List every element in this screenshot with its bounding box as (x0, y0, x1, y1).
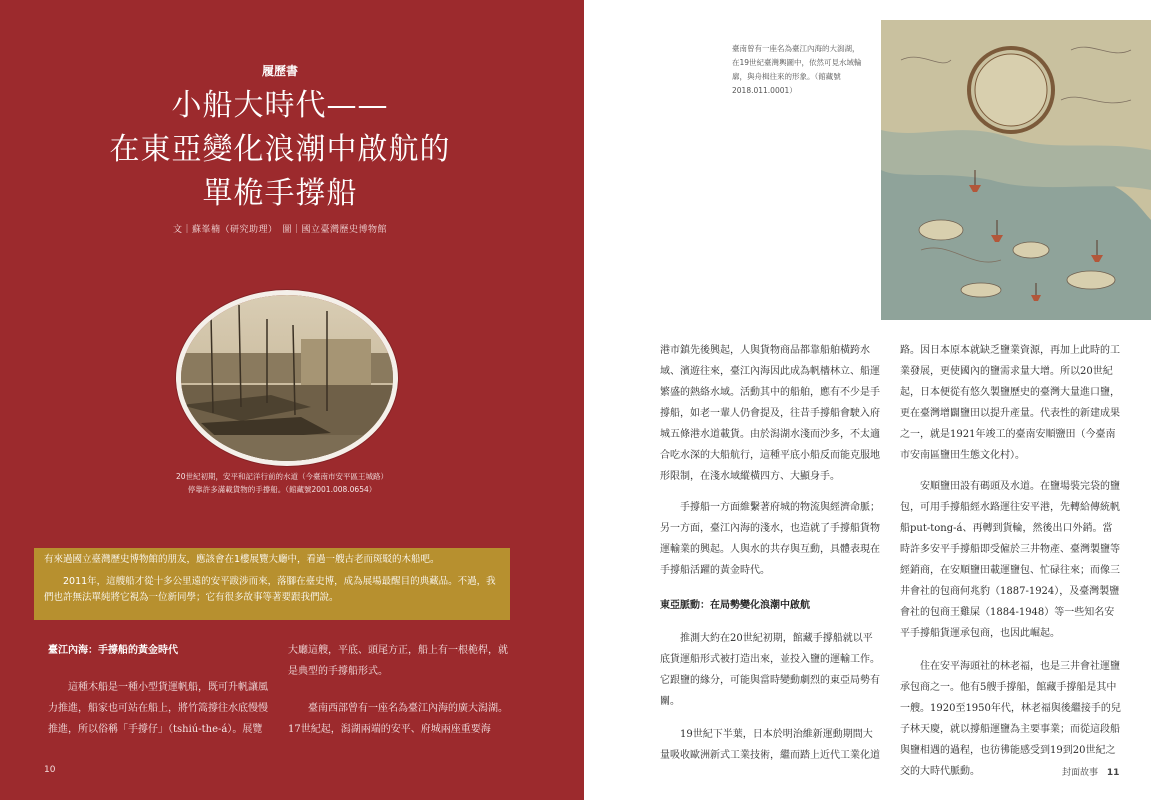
body-paragraph: 住在安平海頭社的林老福，也是三井會社運鹽承包商之一。他有5艘手撐船，館藏手撐船是其中一艘。1920至1950年代，林老福與後繼接手的兒子林天慶，就以撐船運鹽為主要事業；而從這段船與鹽相遇的過程，也彷彿能感受到19到20世紀之交的大時代脈動。 (900, 661, 1121, 777)
photo-caption (150, 470, 414, 496)
title-line-3: 單桅手撐船 (202, 176, 358, 211)
body-paragraph: 19世紀下半葉，日本於明治維新運動期間大量吸收歐洲新式工業技術，繼而踏上近代工業化道 (660, 729, 880, 761)
right-column-1 (660, 340, 882, 766)
map-caption: 臺南曾有一座名為臺江內海的大潟湖，在19世紀臺灣輿圖中，依然可見水域輪廓，與舟楫往來的形象。（館藏號2018.011.0001） (732, 44, 862, 95)
intro-box (34, 548, 510, 620)
right-column-2 (900, 340, 1122, 782)
byline: 文｜蘇峯楠（研究助理） 圖｜國立臺灣歷史博物館 (172, 225, 387, 235)
photo-caption-line-1: 20世紀初期，安平和記洋行前的水道（今臺南市安平區王城路） (175, 472, 389, 481)
section-heading-taijiang: 臺江內海：手撐船的黃金時代 (48, 645, 178, 656)
article-title (0, 84, 560, 216)
body-paragraph: 這種木船是一種小型貨運帆船，既可升帆讓風力推進，船家也可站在船上，將竹篙撐往水底慢慢推進，所以俗稱「手撐仔」（tshiú-the-á）。展覽 (48, 682, 268, 735)
title-line-2: 在東亞變化浪潮中啟航的 (109, 132, 451, 167)
taijiang-map (881, 20, 1151, 320)
body-paragraph: 港市鎮先後興起，人與貨物商品都靠船舶橫跨水域、濱遊往來，臺江內海因此成為帆檣林立、船運繁盛的熱絡水域。活動其中的船舶，應有不少是手撐船，如老一輩人仍會提及，往昔手撐船會駛入府城五條港水道載貨。由於潟湖水淺而沙多，不太適合吃水深的大船航行，這種平底小船反而能克服地形限制，在淺水域縱橫四方、大顯身手。 (660, 345, 880, 482)
intro-paragraph-1: 有來過國立臺灣歷史博物館的朋友，應該會在1樓展覽大廳中，看過一艘古老而斑駁的木船吧。 (44, 554, 440, 565)
section-heading-east-asia: 東亞脈動：在局勢變化浪潮中啟航 (660, 600, 810, 611)
section-label: 履歷書 (261, 64, 298, 78)
photo-caption-line-2: 停靠許多滿載貨物的手撐船。（館藏號2001.008.0654） (187, 485, 377, 494)
right-page (584, 0, 1169, 800)
page-number-right: 11 (1106, 768, 1120, 778)
page-footer-right (1062, 765, 1119, 778)
page-number-left: 10 (44, 765, 56, 775)
title-line-1: 小船大時代—— (171, 88, 389, 123)
body-paragraph: 路。因日本原本就缺乏鹽業資源，再加上此時的工業發展，更使國內的鹽需求量大增。所以20世紀起，日本便從有悠久製鹽歷史的臺灣大量進口鹽，更在臺灣增闢鹽田以提升產量。代表性的新建成果之一，就是1921年竣工的臺南安順鹽田（今臺南市安南區鹽田生態文化村）。 (900, 345, 1120, 461)
harbor-photo (176, 290, 398, 466)
body-paragraph: 大廳這艘，平底、頭尾方正，船上有一根桅桿，就是典型的手撐船形式。 (288, 645, 508, 677)
page-section-label: 封面故事 (1062, 768, 1099, 778)
left-page (0, 0, 584, 800)
body-paragraph: 手撐船一方面維繫著府城的物流與經濟命脈；另一方面，臺江內海的淺水，也造就了手撐船貨物運輸業的興起。人與水的共存與互動，具體表現在手撐船活躍的黃金時代。 (660, 502, 880, 576)
intro-paragraph-2: 2011年，這艘船才從十多公里遠的安平跋涉而來，落腳在臺史博，成為展場最醒目的典藏品。不過，我們也許無法單純將它視為一位新同學；它有很多故事等著要跟我們說。 (44, 576, 496, 603)
left-column-2 (288, 640, 510, 740)
body-paragraph: 推測大約在20世紀初期，館藏手撐船就以平底貨運船形式被打造出來，並投入鹽的運輸工作。它跟鹽的緣分，可能與當時變動劇烈的東亞局勢有關。 (660, 633, 880, 707)
body-paragraph: 安順鹽田設有碼頭及水道。在鹽場裝完袋的鹽包，可用手撐船經水路運往安平港，先轉給傳統帆船put-tong-á、再轉到貨輪，然後出口外銷。當時許多安平手撐船即受僱於三井物產、臺灣製鹽等經銷商，在安順鹽田載運鹽包、忙碌往來；而像三井會社的包商何兆豹（1887-1924），及臺灣製鹽會社的包商王雞屎（1884-1948）等一些知名安平手撐船貨運承包商，也因此崛起。 (900, 481, 1120, 639)
left-column-1 (48, 640, 270, 740)
body-paragraph: 臺南西部曾有一座名為臺江內海的廣大潟湖。17世紀起，潟湖兩端的安平、府城兩座重要海 (288, 703, 508, 735)
